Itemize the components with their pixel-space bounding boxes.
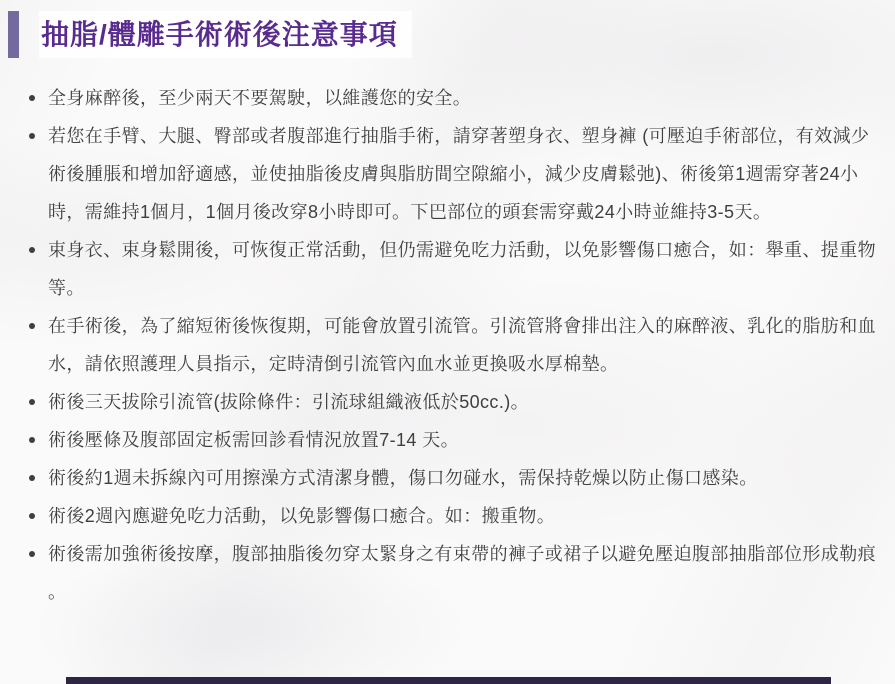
- footer-divider-bar: [66, 677, 831, 684]
- list-item: 在手術後，為了縮短術後恢復期，可能會放置引流管。引流管將會排出注入的麻醉液、乳化的脂肪和血水，請依照護理人員指示，定時清倒引流管內血水並更換吸水厚棉墊。: [48, 307, 880, 383]
- list-item: 術後需加強術後按摩，腹部抽脂後勿穿太緊身之有束帶的褲子或裙子以避免壓迫腹部抽脂部位形成勒痕 。: [48, 535, 880, 611]
- page-header: [0, 0, 895, 58]
- list-item: 全身麻醉後，至少兩天不要駕駛，以維護您的安全。: [48, 79, 880, 117]
- page-title: 抽脂/體雕手術術後注意事項: [39, 11, 412, 58]
- list-item: 術後約1週未拆線內可用擦澡方式清潔身體，傷口勿碰水，需保持乾燥以防止傷口感染。: [48, 459, 880, 497]
- instruction-list: [48, 79, 880, 611]
- title-accent-bar: [8, 11, 19, 58]
- list-item: 若您在手臂、大腿、臀部或者腹部進行抽脂手術，請穿著塑身衣、塑身褲 (可壓迫手術部位，有效減少術後腫脹和增加舒適感，並使抽脂後皮膚與脂肪間空隙縮小，減少皮膚鬆弛)、術後第1週需穿著24小時，需維持1個月，1個月後改穿8小時即可。下巴部位的頭套需穿戴24小時並維持3-5天。: [48, 117, 880, 231]
- list-item: 束身衣、束身鬆開後，可恢復正常活動，但仍需避免吃力活動，以免影響傷口癒合，如：舉重、提重物等。: [48, 231, 880, 307]
- list-item: 術後壓條及腹部固定板需回診看情況放置7-14 天。: [48, 421, 880, 459]
- list-item: 術後2週內應避免吃力活動，以免影響傷口癒合。如：搬重物。: [48, 497, 880, 535]
- list-item: 術後三天拔除引流管(拔除條件：引流球組織液低於50cc.)。: [48, 383, 880, 421]
